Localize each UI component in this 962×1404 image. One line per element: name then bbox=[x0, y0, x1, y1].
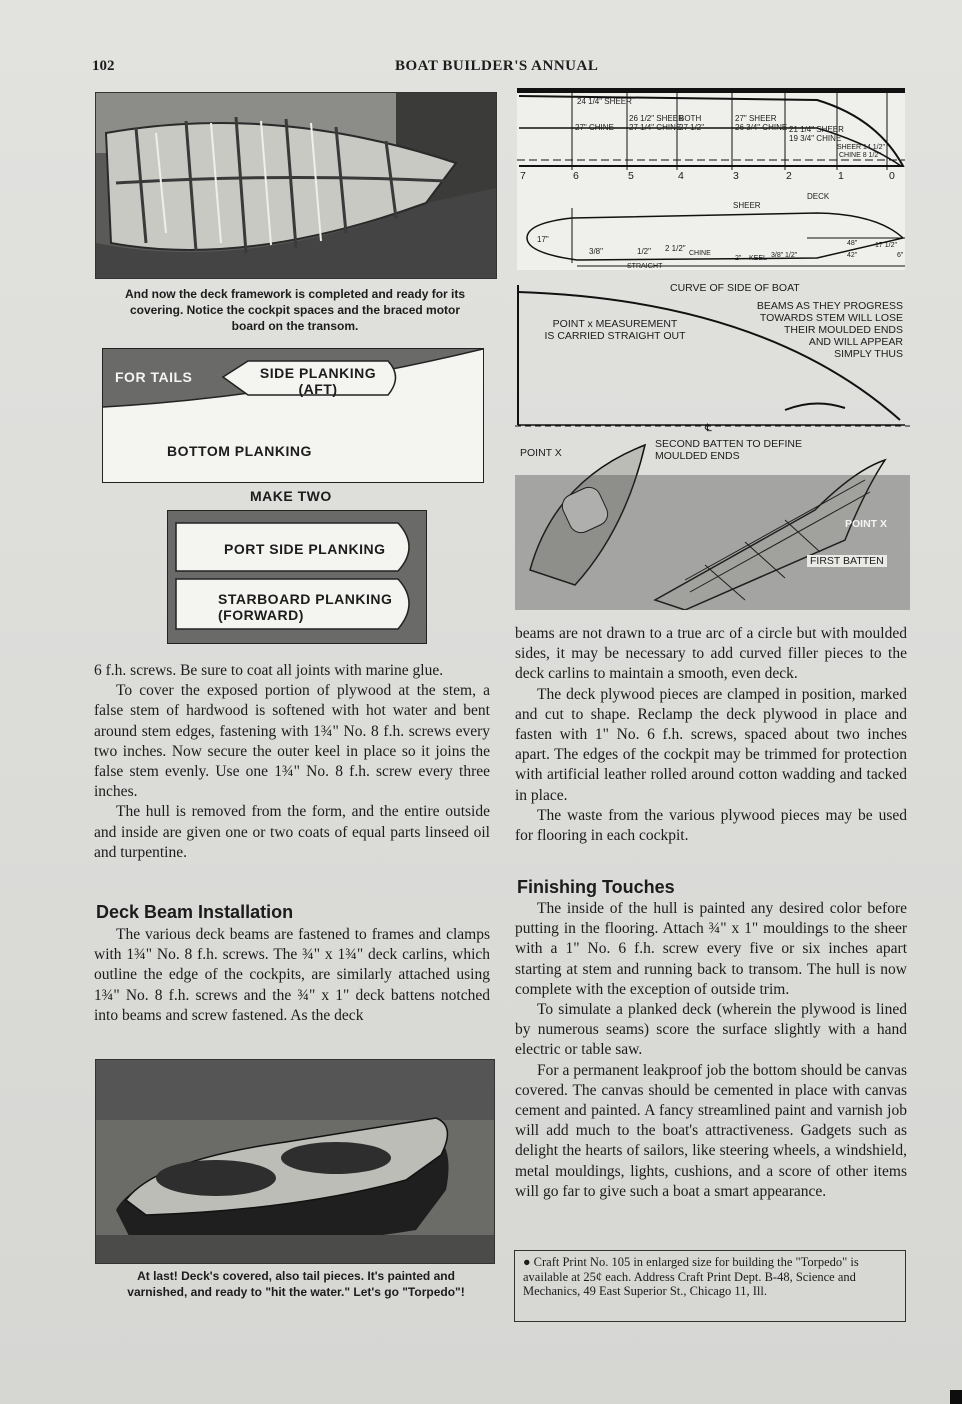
profile-label: 42" bbox=[847, 252, 858, 259]
paragraph: The hull is removed from the form, and the entire outside and inside are given one or two coats of equal parts linseed oil and turpentine. bbox=[94, 803, 490, 861]
second-batten-label: SECOND BATTEN TO DEFINE MOULDED ENDS bbox=[655, 438, 803, 462]
right-column-text-lower bbox=[515, 899, 907, 1202]
label-port-side-planking: PORT SIDE PLANKING bbox=[224, 541, 386, 557]
left-column-text-lower bbox=[94, 925, 490, 1026]
photo-covered-deck bbox=[95, 1059, 495, 1264]
profile-label: 27 1/4" CHINE bbox=[629, 123, 682, 132]
label-side-planking-aft: SIDE PLANKING (AFT) bbox=[259, 365, 377, 397]
point-x-left: POINT X bbox=[520, 447, 562, 459]
profile-label: 27" SHEER bbox=[735, 114, 777, 123]
profile-label: 2" bbox=[735, 255, 742, 262]
station-label: 0 bbox=[889, 170, 895, 182]
label-scrap-for-tails: SCRAP FOR TAILS bbox=[401, 369, 475, 399]
profile-label: 21 1/4" SHEER bbox=[789, 125, 844, 134]
heading-deck-beam: Deck Beam Installation bbox=[96, 902, 294, 922]
profile-label: 24 1/4" SHEER bbox=[577, 97, 632, 106]
profile-label: 2 1/2" bbox=[665, 244, 686, 253]
running-title: BOAT BUILDER'S ANNUAL bbox=[395, 58, 599, 74]
label-bottom-planking: BOTTOM PLANKING bbox=[167, 443, 312, 459]
page-number: 102 bbox=[92, 58, 115, 74]
curve-title: CURVE OF SIDE OF BOAT bbox=[670, 282, 800, 294]
point-measurement-note: POINT x MEASUREMENT IS CARRIED STRAIGHT OUT bbox=[544, 318, 686, 342]
profile-label: 1/2" bbox=[785, 252, 798, 259]
profile-label: 27 1/2" bbox=[679, 123, 705, 132]
label-starboard-planking: STARBOARD PLANKING (FORWARD) bbox=[218, 591, 393, 623]
station-label: 5 bbox=[628, 170, 634, 182]
station-label: 6 bbox=[573, 170, 579, 182]
heading-finishing-touches: Finishing Touches bbox=[517, 877, 675, 897]
paragraph: beams are not drawn to a true arc of a circle but with moulded sides, it may be necessary to add curved filler pieces to the deck carlins to maintain a smooth, even deck. bbox=[515, 625, 907, 683]
profile-label: 3/8" bbox=[771, 252, 784, 259]
page-edge-shadow bbox=[950, 1390, 962, 1404]
paragraph: The various deck beams are fastened to frames and clamps with 1¾" No. 8 f.h. screws. The ¾" x 1¾" deck carlins, which outline the edge of the cockpits, are similarly attached using 1¾" No. 8 f.h. screws and the ¾" x 1" deck battens notched into beams and screw fastened. As the deck bbox=[94, 926, 490, 1024]
profile-label: 3/8" bbox=[589, 247, 603, 256]
profile-label: 26 1/2" SHEER bbox=[629, 114, 684, 123]
profile-label: 26 3/4" CHINE bbox=[735, 123, 788, 132]
centerline-symbol: ℄ bbox=[705, 422, 712, 434]
profile-label: 48" bbox=[847, 240, 858, 247]
station-label: 4 bbox=[678, 170, 684, 182]
paragraph: To cover the exposed portion of plywood at the stem, a false stem of hardwood is softened with hot water and bent around stem edges, fastening with 1¾" No. 8 f.h. screws every two inches. Now secure the outer keel in place so it joins the false stem evenly. Use one 1¾" No. 8 f.h. screw every three inches. bbox=[94, 682, 490, 801]
profile-label: 17" bbox=[537, 235, 549, 244]
right-column-text-upper bbox=[515, 624, 907, 846]
left-column-text-upper bbox=[94, 661, 490, 863]
profile-label: CHINE 8 1/2" bbox=[839, 152, 881, 159]
paragraph: The deck plywood pieces are clamped in position, marked and cut to shape. Reclamp the deck plywood in place and fasten with 1" No. 6 f.h. screws, spaced about two inches apart. The edges of the cockpit may be trimmed for protection with artificial leather rolled around cotton wadding and tacked in place. bbox=[515, 685, 907, 804]
label-make-two: MAKE TWO bbox=[250, 488, 332, 504]
profile-label: 17 1/2" bbox=[875, 242, 897, 249]
station-label: 3 bbox=[733, 170, 739, 182]
craft-print-notice: ● Craft Print No. 105 in enlarged size for building the "Torpedo" is available at 25¢ each. Address Craft Print Dept. B-48, Science and Mechanics, 49 East Superior St., Chicago 11, Ill. bbox=[514, 1250, 906, 1322]
profile-label: KEEL bbox=[749, 255, 767, 262]
profile-label: SHEER 14 1/2" bbox=[837, 144, 886, 151]
profile-label: 6" bbox=[897, 252, 904, 259]
photo-top-caption: And now the deck framework is completed and ready for its covering. Notice the cockpit spaces and the braced motor board on the transom. bbox=[124, 287, 466, 333]
photo-bottom-caption: At last! Deck's covered, also tail pieces. It's painted and varnished, and ready to "hit the water." Let's go "Torpedo"! bbox=[127, 1269, 465, 1299]
label-for-tails: FOR TAILS bbox=[115, 369, 193, 385]
profile-label: 27" CHINE bbox=[575, 123, 614, 132]
point-x-right: POINT X bbox=[845, 518, 888, 530]
paragraph: For a permanent leakproof job the bottom should be canvas covered. The canvas should be cemented in place with canvas cement and painted. A fancy streamlined paint and varnish job will add much to the boat's attractiveness. Gadgets such as delight the hearts of sailors, like steering wheels, a windshield, metal mouldings, lights, cushions, and a score of other items will go far to give such a boat a smart appearance. bbox=[515, 1061, 907, 1200]
paragraph: The waste from the various plywood pieces may be used for flooring in each cockpit. bbox=[515, 806, 907, 845]
profile-label: BOTH bbox=[679, 114, 702, 123]
profile-label: 19 3/4" CHINE bbox=[789, 134, 842, 143]
curve-note: BEAMS AS THEY PROGRESS TOWARDS STEM WILL LOSE THEIR MOULDED ENDS AND WILL APPEAR SIMPLY THUS bbox=[756, 300, 903, 360]
first-batten-label: FIRST BATTEN bbox=[807, 555, 887, 567]
profile-label: 1/2" bbox=[637, 247, 651, 256]
curve-side-diagram bbox=[515, 280, 910, 610]
paragraph: The inside of the hull is painted any desired color before putting in the flooring. Attach ¾" x 1" mouldings to the sheer with a 1" No. 6 f.h. screw every five or six inches apart starting at stem and running back to transom. The hull is now complete with the exception of outside trim. bbox=[515, 900, 907, 998]
profile-label: DECK bbox=[807, 192, 830, 201]
station-label: 2 bbox=[786, 170, 792, 182]
photo-deck-framework bbox=[95, 92, 497, 279]
profile-label: STRAIGHT bbox=[627, 263, 663, 270]
profile-label: CHINE bbox=[689, 250, 711, 257]
planking-diagram bbox=[102, 348, 484, 483]
station-label: 1 bbox=[838, 170, 844, 182]
station-label: 7 bbox=[520, 170, 526, 182]
paragraph: 6 f.h. screws. Be sure to coat all joints with marine glue. bbox=[94, 662, 444, 679]
profile-label: SHEER bbox=[733, 201, 761, 210]
hull-profile-diagram bbox=[517, 88, 905, 270]
forward-planking-diagram bbox=[167, 510, 427, 644]
paragraph: To simulate a planked deck (wherein the plywood is lined by numerous seams) score the surface slightly with a hand electric or table saw. bbox=[515, 1001, 907, 1059]
